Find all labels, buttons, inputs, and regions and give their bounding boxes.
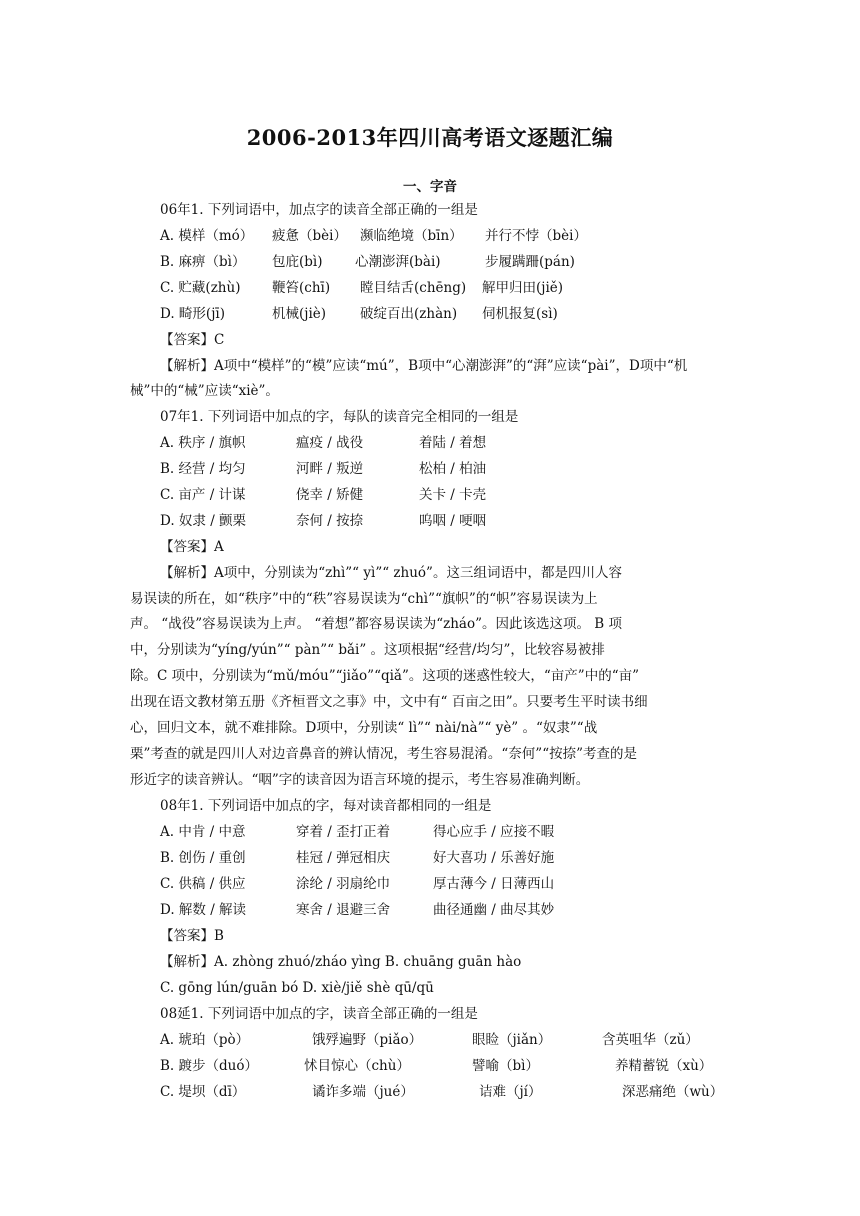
option-cell: D. 解数 / 解读 <box>160 902 247 918</box>
option-cell: 疲惫（bèi） <box>272 228 347 244</box>
analysis-07-cont: 形近字的读音辨认。“咽”字的读音因为语言环境的提示，考生容易准确判断。 <box>130 772 590 788</box>
option-cell: 桂冠 / 弹冠相庆 <box>296 850 391 866</box>
analysis-08: 【解析】A. zhòng zhuó/zháo yìng B. chuāng guān hào <box>160 954 522 970</box>
option-cell: 诘难（jí） <box>479 1084 542 1100</box>
analysis-07-cont: 栗”考查的就是四川人对边音鼻音的辨认情况，考生容易混淆。“奈何”“按捺”考查的是 <box>130 746 638 762</box>
option-cell: 眼睑（jiǎn） <box>472 1032 552 1048</box>
option-cell: C. 供稿 / 供应 <box>160 876 246 892</box>
option-cell: A. 秩序 / 旗帜 <box>160 435 246 451</box>
option-cell: 鞭笞(chī) <box>272 280 331 296</box>
analysis-07-cont: 易误读的所在，如“秩序”中的“秩”容易误读为“chì”“旗帜”的“帜”容易误读为上 <box>130 591 598 607</box>
option-cell: 譬喻（bì） <box>472 1058 539 1074</box>
option-cell: 心潮澎湃(bài) <box>355 254 441 270</box>
option-cell: 解甲归田(jiě) <box>482 280 564 296</box>
option-cell: 厚古薄今 / 日薄西山 <box>433 876 555 892</box>
option-cell: 呜咽 / 哽咽 <box>419 513 487 529</box>
option-cell: 涂纶 / 羽扇纶巾 <box>296 876 391 892</box>
option-cell: 深恶痛绝（wù） <box>622 1084 724 1100</box>
option-cell: 步履蹒跚(pán) <box>485 254 575 270</box>
option-cell: 包庇(bì) <box>272 254 323 270</box>
option-cell: 怵目惊心（chù） <box>304 1058 410 1074</box>
option-cell: 濒临绝境（bīn） <box>360 228 463 244</box>
option-cell: C. 亩产 / 计谋 <box>160 487 246 503</box>
option-cell: B. 踱步（duó） <box>160 1058 258 1074</box>
option-cell: 养精蓄锐（xù） <box>615 1058 713 1074</box>
option-cell: 瘟疫 / 战役 <box>296 435 364 451</box>
option-cell: C. 堤坝（dī） <box>160 1084 246 1100</box>
analysis-07-cont: 心，回归文本，就不难排除。D项中，分别读“ lì”“ nài/nà”“ yè” 。“奴隶”“战 <box>130 720 598 736</box>
option-cell: A. 模样（mó） <box>160 228 254 244</box>
option-cell: 破绽百出(zhàn) <box>360 306 458 322</box>
option-cell: C. 贮藏(zhù) <box>160 280 241 296</box>
section-heading: 一、字音 <box>403 179 457 195</box>
option-cell: 奈何 / 按捺 <box>296 513 364 529</box>
option-cell: 侥幸 / 矫健 <box>296 487 364 503</box>
option-cell: A. 中肯 / 中意 <box>160 824 246 840</box>
option-cell: 松柏 / 柏油 <box>419 461 487 477</box>
option-cell: 关卡 / 卡壳 <box>419 487 487 503</box>
analysis-06-cont: 械”中的“械”应读“xiè”。 <box>130 383 279 399</box>
option-cell: 穿着 / 歪打正着 <box>296 824 391 840</box>
analysis-07-cont: 出现在语文教材第五册《齐桓晋文之事》中，文中有“ 百亩之田”。只要考生平时读书细 <box>130 694 648 710</box>
option-cell: 河畔 / 叛逆 <box>296 461 364 477</box>
analysis-07: 【解析】A项中，分别读为“zhì”“ yì”“ zhuó”。这三组词语中，都是四川人容 <box>160 565 622 581</box>
option-cell: A. 琥珀（pò） <box>160 1032 250 1048</box>
option-cell: 含英咀华（zǔ） <box>602 1032 699 1048</box>
answer-07: 【答案】A <box>160 539 224 555</box>
option-cell: B. 经营 / 均匀 <box>160 461 246 477</box>
question-06: 06年1. 下列词语中，加点字的读音全部正确的一组是 <box>160 202 478 218</box>
option-cell: 伺机报复(sì) <box>482 306 558 322</box>
option-cell: 瞠目结舌(chēng) <box>360 280 467 296</box>
question-07: 07年1. 下列词语中加点的字，每队的读音完全相同的一组是 <box>160 409 519 425</box>
option-cell: 着陆 / 着想 <box>419 435 487 451</box>
analysis-07-cont: 中，分别读为“yíng/yún”“ pàn”“ bǎi” 。这项根据“经营/均匀”，比较容易被排 <box>130 642 605 658</box>
question-08-extra: 08延1. 下列词语中加点的字，读音全部正确的一组是 <box>160 1006 478 1022</box>
option-cell: 曲径通幽 / 曲尽其妙 <box>433 902 555 918</box>
analysis-06: 【解析】A项中“模样”的“模”应读“mú”，B项中“心潮澎湃”的“湃”应读“pài”，D项中“机 <box>160 358 688 374</box>
analysis-07-cont: 除。C 项中，分别读为“mǔ/móu”“jiǎo”“qiǎ”。这项的迷惑性较大，“亩产”中的“亩” <box>130 668 639 684</box>
option-cell: 得心应手 / 应接不暇 <box>433 824 555 840</box>
analysis-07-cont: 声。 “战役”容易误读为上声。 “着想”都容易误读为“zháo”。因此该选这项。 B 项 <box>130 616 622 632</box>
option-cell: 寒舍 / 退避三舍 <box>296 902 391 918</box>
option-cell: B. 创伤 / 重创 <box>160 850 246 866</box>
answer-08: 【答案】B <box>160 928 224 944</box>
question-08: 08年1. 下列词语中加点的字，每对读音都相同的一组是 <box>160 798 492 814</box>
option-cell: B. 麻痹（bì） <box>160 254 246 270</box>
document-title: 2006-2013年四川高考语文逐题汇编 <box>246 125 614 150</box>
option-cell: 饿殍遍野（piǎo） <box>312 1032 423 1048</box>
option-cell: 谲诈多端（jué） <box>312 1084 414 1100</box>
option-cell: 好大喜功 / 乐善好施 <box>433 850 555 866</box>
option-cell: 机械(jiè) <box>272 306 327 322</box>
option-cell: D. 奴隶 / 颤栗 <box>160 513 247 529</box>
option-cell: 并行不悖（bèi） <box>485 228 587 244</box>
analysis-08-cont: C. gōng lún/guān bó D. xiè/jiě shè qū/qū <box>160 980 434 996</box>
option-cell: D. 畸形(jī) <box>160 306 225 322</box>
answer-06: 【答案】C <box>160 332 225 348</box>
